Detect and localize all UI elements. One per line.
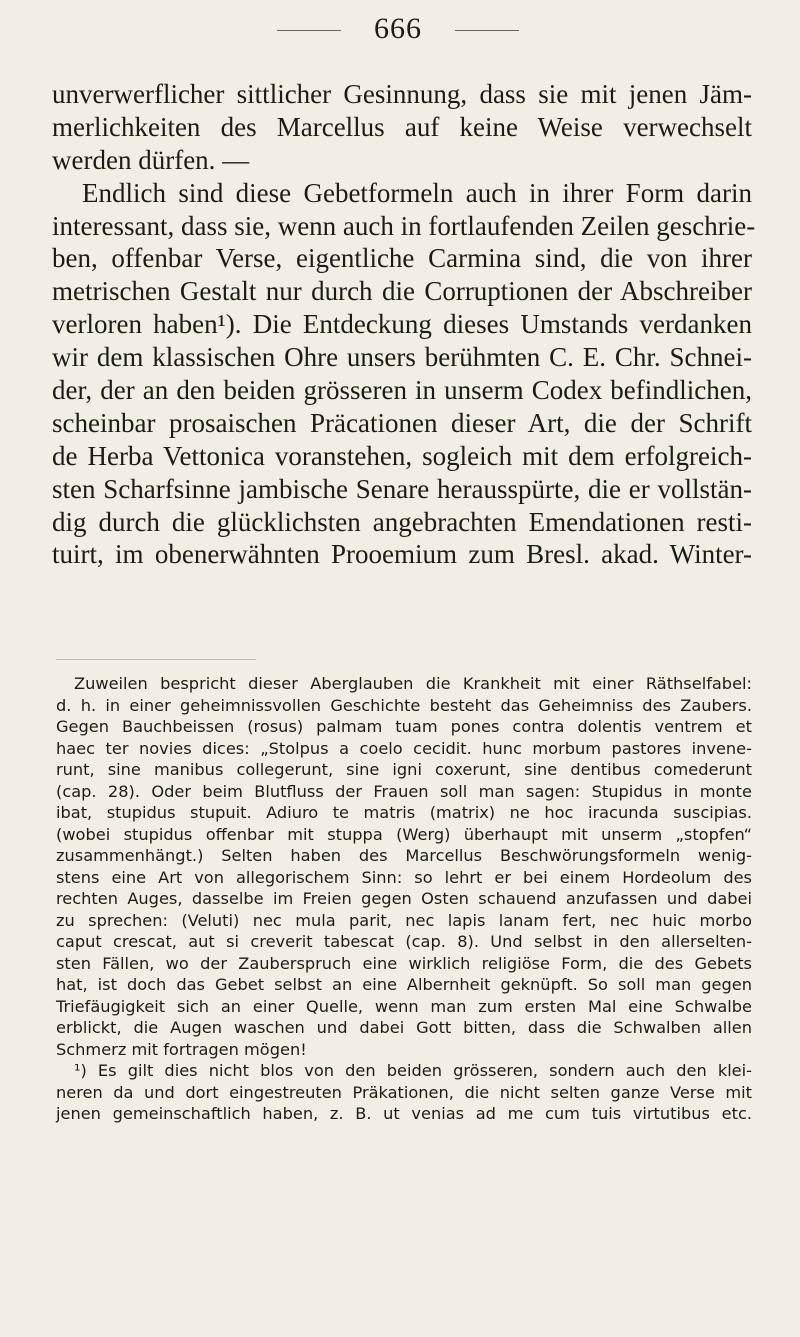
footnote-line: sten Fällen, wo der Zauberspruch eine wirklich religiöse Form, die des Gebets [56, 953, 752, 973]
footnote-line: (cap. 28). Oder beim Blutfluss der Frauen soll man sagen: Stupidus in monte [56, 781, 752, 801]
footnote-line: hat, ist doch das Gebet selbst an eine Albernheit geknüpft. So soll man gegen [56, 975, 752, 994]
footnote-line: ¹) Es gilt dies nicht blos von den beiden grösseren, sondern auch den klei- [74, 1061, 752, 1080]
text-line: verloren haben¹). Die Entdeckung dieses Umstands verdanken [52, 309, 752, 340]
text-line: interessant, dass sie, wenn auch in fortlaufenden Zeilen geschrie- [52, 210, 756, 241]
footnote-line: erblickt, die Augen waschen und dabei Gott bitten, dass die Schwalben allen [56, 1018, 752, 1037]
text-line: unverwerflicher sittlicher Gesinnung, dass sie mit jenen Jäm- [52, 79, 752, 109]
footnote-line: stens eine Art von allegorischem Sinn: so lehrt er bei einem Hordeolum des [56, 867, 752, 887]
header-rule-right [455, 30, 519, 31]
footnote-line: d. h. in einer geheimnissvollen Geschichte besteht das Geheimniss des Zaubers. [56, 695, 752, 715]
footnote-line: zu sprechen: (Veluti) nec mula parit, nec lapis lanam fert, nec huic morbo [56, 910, 752, 930]
text-line: metrischen Gestalt nur durch die Corruptionen der Abschreiber [52, 276, 752, 307]
footnotes [56, 673, 752, 1125]
footnote-line: jenen gemeinschaftlich haben, z. B. ut venias ad me cum tuis virtutibus etc. [56, 1104, 752, 1123]
text-line: de Herba Vettonica voranstehen, sogleich mit dem erfolgreich- [52, 440, 752, 471]
footnote-line: (wobei stupidus offenbar mit stuppa (Werg) überhaupt mit unserm „stopfen“ [56, 824, 752, 844]
text-line: ben, offenbar Verse, eigentliche Carmina sind, die von ihrer [52, 243, 752, 274]
text-line: werden dürfen. — [52, 144, 250, 175]
footnote-line: haec ter novies dices: „Stolpus a coelo cecidit. hunc morbum pastores invene- [56, 738, 752, 758]
footnote-separator [56, 659, 256, 660]
footnote-line: neren da und dort eingestreuten Präkationen, die nicht selten ganze Verse mit [56, 1082, 752, 1102]
main-text [52, 78, 756, 571]
header-rule-left [277, 30, 341, 31]
text-line: der, der an den beiden grösseren in unserm Codex befindlichen, [52, 375, 752, 406]
page-number: 666 [374, 12, 422, 45]
footnote-line: Gegen Bauchbeissen (rosus) palmam tuam pones contra dolentis ventrem et [56, 717, 752, 736]
text-line: sten Scharfsinne jambische Senare herausspürte, die er vollstän- [52, 473, 752, 504]
text-line: tuirt, im obenerwähnten Prooemium zum Bresl. akad. Winter- [52, 539, 752, 570]
page-header [0, 8, 800, 48]
footnote-line: caput crescat, aut si creverit tabescat (cap. 8). Und selbst in den allerselten- [56, 932, 752, 951]
text-line: wir dem klassischen Ohre unsers berühmten C. E. Chr. Schnei- [52, 342, 752, 373]
text-line: scheinbar prosaischen Präcationen dieser Art, die der Schrift [52, 407, 752, 438]
text-line: dig durch die glücklichsten angebrachten Emendationen resti- [52, 506, 752, 537]
footnote-line: zusammenhängt.) Selten haben des Marcellus Beschwörungsformeln wenig- [56, 846, 752, 865]
footnote-line: Schmerz mit fortragen mögen! [56, 1039, 307, 1059]
footnote-line: runt, sine manibus collegerunt, sine igni coxerunt, sine dentibus comederunt [56, 760, 752, 779]
footnote-line: rechten Auges, dasselbe im Freien gegen Osten schauend anzufassen und dabei [56, 889, 752, 908]
footnote-line: Zuweilen bespricht dieser Aberglauben die Krankheit mit einer Räthselfabel: [74, 674, 752, 693]
text-line: Endlich sind diese Gebetformeln auch in ihrer Form darin [82, 177, 752, 208]
text-line: merlichkeiten des Marcellus auf keine Weise verwechselt [52, 111, 752, 142]
footnote-line: ibat, stupidus stupuit. Adiuro te matris (matrix) ne hoc iracunda suscipias. [56, 803, 752, 822]
footnote-line: Triefäugigkeit sich an einer Quelle, wenn man zum ersten Mal eine Schwalbe [56, 996, 752, 1016]
